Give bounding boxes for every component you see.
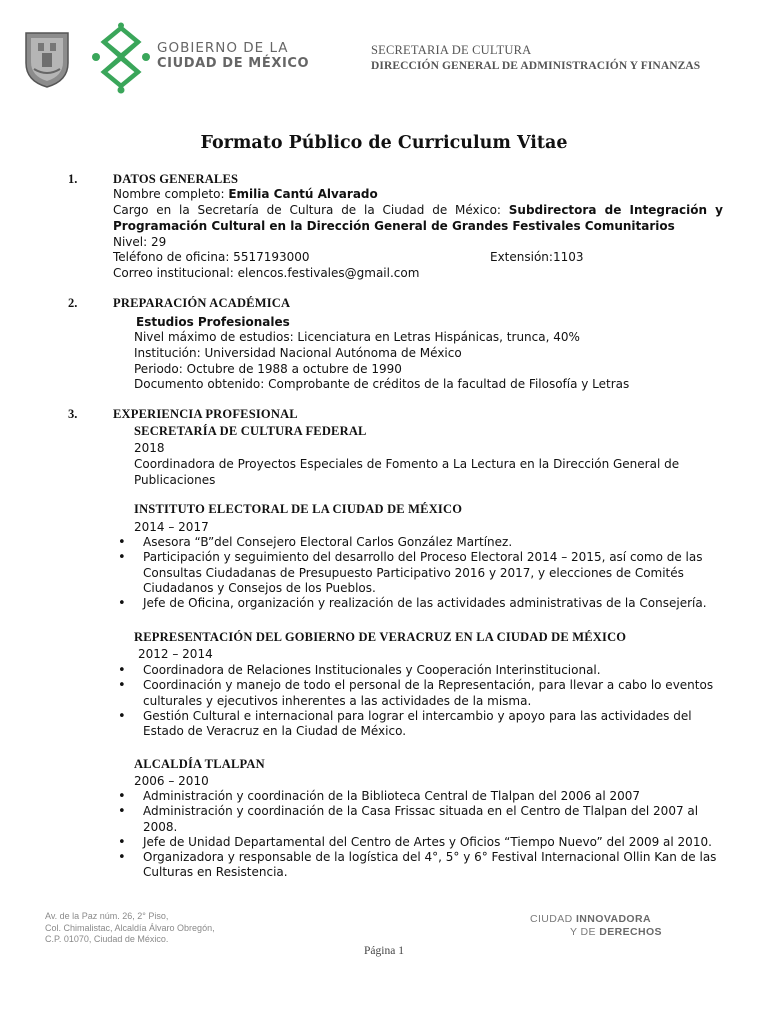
job-3-org: REPRESENTACIÓN DEL GOBIERNO DE VERACRUZ EN LA CIUDAD DE MÉXICO	[134, 630, 627, 644]
job-2-list	[117, 535, 717, 611]
address-line-3: C.P. 01070, Ciudad de México.	[45, 934, 169, 944]
studies-subtitle: Estudios Profesionales	[136, 315, 290, 329]
slogan-part-2: INNOVADORA	[575, 913, 651, 925]
full-name-value: Emilia Cantú Alvarado	[228, 187, 378, 201]
job-4-list	[117, 789, 717, 881]
slogan-part-1: CIUDAD	[530, 913, 576, 925]
office-phone-line: Teléfono de oficina: 5517193000	[113, 250, 310, 264]
job-3-list	[117, 663, 717, 739]
list-item: • Organizadora y responsable de la logística del 4°, 5° y 6° Festival Internacional Ollin Kan de las Culturas en Resistencia.	[117, 850, 717, 881]
list-item: • Gestión Cultural e internacional para lograr el intercambio y apoyo para las actividades del Estado de Veracruz en la Ciudad de México.	[117, 709, 717, 740]
job-1-description: Coordinadora de Proyectos Especiales de Fomento a La Lectura en la Dirección General de Publicaciones	[134, 457, 680, 487]
list-item: • Participación y seguimiento del desarrollo del Proceso Electoral 2014 – 2015, así como de las Consultas Ciudadanas de Presupuesto Participativo 2016 y 2017, y elecciones de Comités Ciudadanos y Consejos de los Pueblos.	[117, 550, 717, 596]
job-4-period: 2006 – 2010	[134, 774, 209, 788]
department-line-2: DIRECCIÓN GENERAL DE ADMINISTRACIÓN Y FINANZAS	[371, 60, 701, 72]
list-item: • Coordinadora de Relaciones Institucionales y Cooperación Interinstitucional.	[117, 663, 717, 678]
list-item: • Administración y coordinación de la Biblioteca Central de Tlalpan del 2006 al 2007	[117, 789, 717, 804]
slogan-part-3: Y DE	[570, 926, 600, 938]
document-obtained-line: Documento obtenido: Comprobante de créditos de la facultad de Filosofía y Letras	[134, 377, 630, 391]
job-1-org: SECRETARÍA DE CULTURA FEDERAL	[134, 424, 367, 438]
list-item: • Jefe de Oficina, organización y realización de las actividades administrativas de la Consejería.	[117, 596, 717, 611]
slogan-part-4: DERECHOS	[599, 926, 662, 938]
position-value-a: Subdirectora de Integración y	[508, 203, 723, 217]
address-line-1: Av. de la Paz núm. 26, 2° Piso,	[45, 911, 169, 921]
job-2-period: 2014 – 2017	[134, 520, 209, 534]
footer-address	[45, 911, 215, 946]
job-1-period: 2018	[134, 441, 165, 455]
extension-line: Extensión:1103	[490, 250, 584, 264]
page-number: Página 1	[364, 945, 404, 957]
footer-slogan	[530, 913, 662, 939]
section-3-title: EXPERIENCIA PROFESIONAL	[113, 407, 298, 421]
department-header	[371, 43, 731, 72]
page-title: Formato Público de Curriculum Vitae	[200, 133, 568, 153]
logo-line-1: GOBIERNO DE LA	[157, 40, 289, 56]
list-item: • Coordinación y manejo de todo el personal de la Representación, para llevar a cabo lo eventos culturales y ejecutivos inherentes a las actividades de la misma.	[117, 678, 717, 709]
period-line: Periodo: Octubre de 1988 a octubre de 1990	[134, 362, 402, 376]
job-2-org: INSTITUTO ELECTORAL DE LA CIUDAD DE MÉXICO	[134, 502, 463, 516]
department-line-1: SECRETARIA DE CULTURA	[371, 43, 532, 57]
address-line-2: Col. Chimalistac, Alcaldía Álvaro Obregón,	[45, 922, 215, 933]
list-item: • Jefe de Unidad Departamental del Centro de Artes y Oficios “Tiempo Nuevo” del 2009 al 2010.	[117, 835, 717, 850]
list-item: • Administración y coordinación de la Casa Frissac situada en el Centro de Tlalpan del 2007 al 2008.	[117, 804, 717, 835]
level-line: Nivel: 29	[113, 235, 167, 249]
section-2-title: PREPARACIÓN ACADÉMICA	[113, 296, 291, 310]
list-item: • Asesora “B”del Consejero Electoral Carlos González Martínez.	[117, 535, 717, 550]
coat-of-arms-icon	[22, 29, 72, 89]
position-value-b: Programación Cultural en la Dirección General de Grandes Festivales Comunitarios	[113, 219, 675, 233]
email-line: Correo institucional: elencos.festivales@gmail.com	[113, 266, 420, 280]
cdmx-logo-icon	[90, 22, 152, 94]
logo-line-2: CIUDAD DE MÉXICO	[157, 56, 310, 71]
section-1-number: 1.	[68, 172, 78, 186]
section-3-number: 3.	[68, 407, 78, 421]
logo-text	[157, 40, 309, 71]
full-name-label: Nombre completo:	[113, 187, 229, 201]
section-2-number: 2.	[68, 296, 78, 310]
position-line-1	[113, 202, 723, 218]
job-3-period: 2012 – 2014	[138, 647, 213, 661]
section-1-title: DATOS GENERALES	[113, 172, 239, 186]
full-name-line	[113, 186, 378, 202]
education-level-line: Nivel máximo de estudios: Licenciatura en Letras Hispánicas, trunca, 40%	[134, 330, 580, 344]
institution-line: Institución: Universidad Nacional Autónoma de México	[134, 346, 462, 360]
position-label: Cargo en la Secretaría de Cultura de la Ciudad de México:	[113, 203, 509, 217]
job-4-org: ALCALDÍA TLALPAN	[134, 757, 265, 771]
